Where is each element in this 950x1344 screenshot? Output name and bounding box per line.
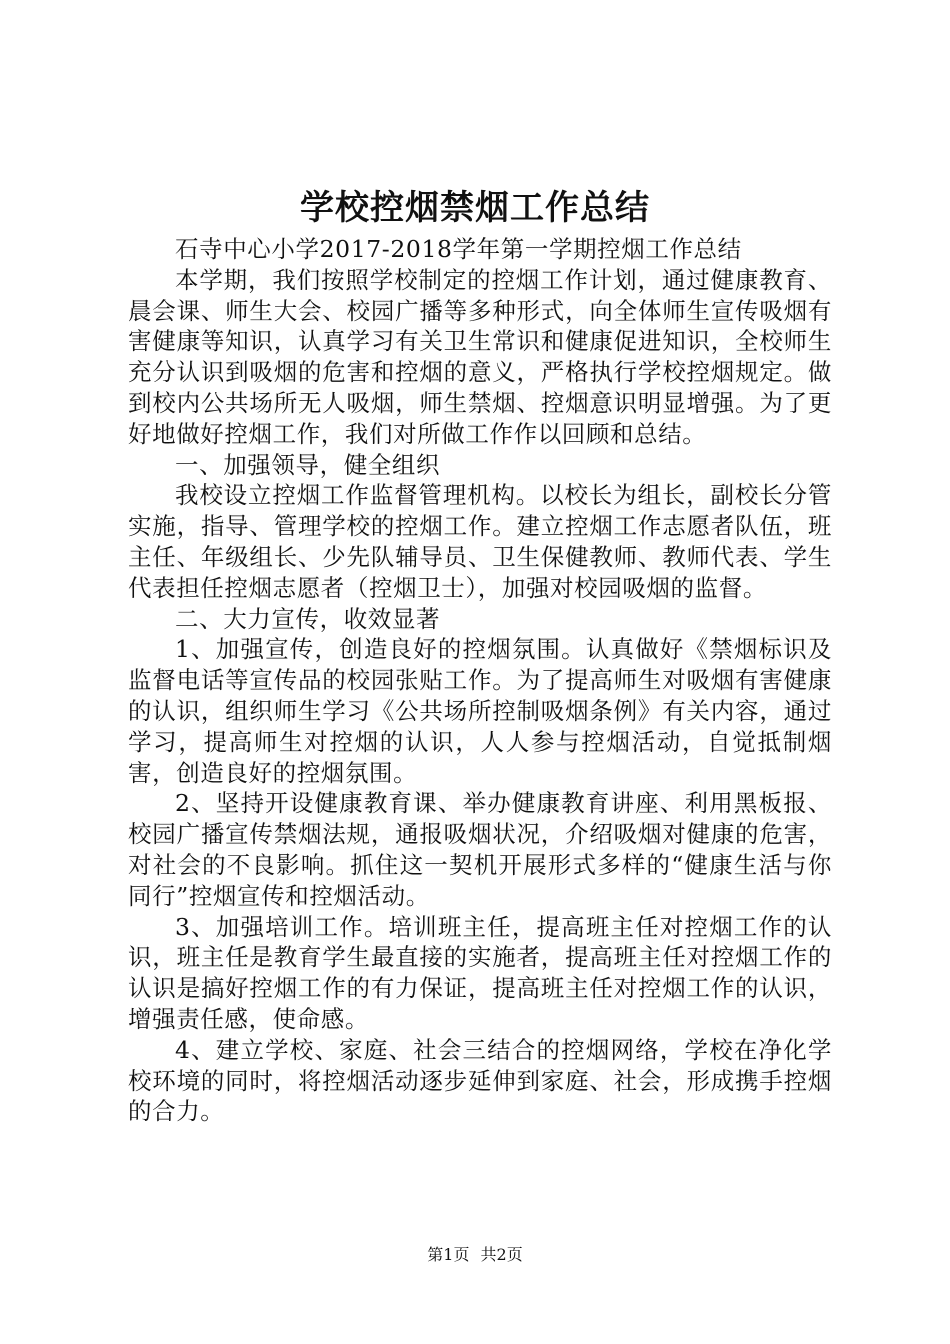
section-1-paragraph: 我校设立控烟工作监督管理机构。以校长为组长，副校长分管实施，指导、管理学校的控烟工作。建立控烟工作志愿者队伍，班主任、年级组长、少先队辅导员、卫生保健教师、教师代表、学生代表担任控烟志愿者（控烟卫士），加强对校园吸烟的监督。 [128, 481, 832, 602]
document-body [128, 234, 832, 1127]
page-number: 第1页 [427, 1245, 470, 1264]
intro-paragraph: 本学期，我们按照学校制定的控烟工作计划，通过健康教育、晨会课、师生大会、校园广播等多种形式，向全体师生宣传吸烟有害健康等知识，认真学习有关卫生常识和健康促进知识，全校师生充分认识到吸烟的危害和控烟的意义，严格执行学校控烟规定。做到校内公共场所无人吸烟，师生禁烟、控烟意识明显增强。为了更好地做好控烟工作，我们对所做工作作以回顾和总结。 [128, 265, 832, 448]
document-title: 学校控烟禁烟工作总结 [300, 188, 650, 228]
page-footer [0, 1244, 950, 1266]
item-2-paragraph: 2、坚持开设健康教育课、举办健康教育讲座、利用黑板报、校园广播宣传禁烟法规，通报吸烟状况，介绍吸烟对健康的危害，对社会的不良影响。抓住这一契机开展形式多样的“健康生活与你同行”控烟宣传和控烟活动。 [128, 789, 832, 910]
section-heading-2: 二、大力宣传，收效显著 [175, 604, 441, 633]
section-heading-1: 一、加强领导，健全组织 [175, 450, 441, 479]
page-total: 共2页 [480, 1245, 523, 1264]
item-4-paragraph: 4、建立学校、家庭、社会三结合的控烟网络，学校在净化学校环境的同时，将控烟活动逐步延伸到家庭、社会，形成携手控烟的合力。 [128, 1035, 832, 1126]
item-1-paragraph: 1、加强宣传，创造良好的控烟氛围。认真做好《禁烟标识及监督电话等宣传品的校园张贴工作。为了提高师生对吸烟有害健康的认识，组织师生学习《公共场所控制吸烟条例》有关内容，通过学习，提高师生对控烟的认识，人人参与控烟活动，自觉抵制烟害，创造良好的控烟氛围。 [128, 635, 832, 787]
subtitle-line: 石寺中心小学2017-2018学年第一学期控烟工作总结 [175, 235, 742, 263]
item-3-paragraph: 3、加强培训工作。培训班主任，提高班主任对控烟工作的认识，班主任是教育学生最直接的实施者，提高班主任对控烟工作的认识是搞好控烟工作的有力保证，提高班主任对控烟工作的认识，增强责任感，使命感。 [128, 912, 832, 1033]
